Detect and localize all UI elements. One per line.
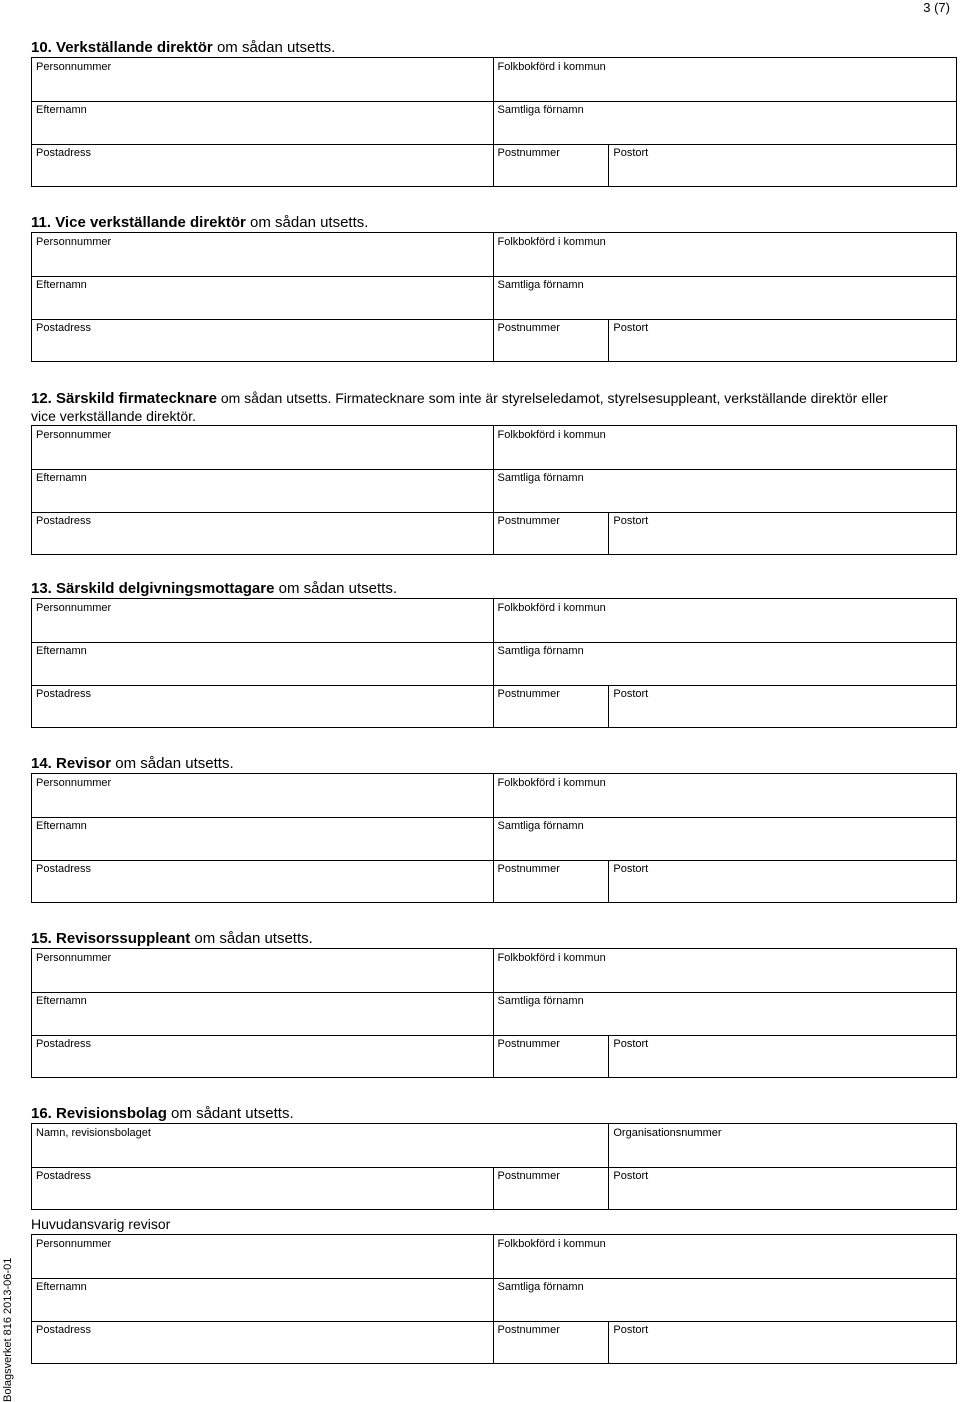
- postort-field[interactable]: Postort: [609, 512, 957, 555]
- person-form: [31, 598, 957, 728]
- efternamn-field[interactable]: Efternamn: [32, 992, 494, 1036]
- postadress-field[interactable]: Postadress: [32, 1035, 494, 1078]
- form-code-label: Bolagsverket 816 2013-06-01: [2, 1257, 14, 1402]
- organisationsnummer-field[interactable]: Organisationsnummer: [609, 1124, 957, 1168]
- fornamn-field[interactable]: Samtliga förnamn: [494, 1278, 958, 1322]
- section-title: 16. Revisionsbolag om sådant utsetts.: [31, 1105, 294, 1122]
- postort-field[interactable]: Postort: [609, 860, 957, 903]
- postadress-field[interactable]: Postadress: [32, 1321, 494, 1364]
- fornamn-field[interactable]: Samtliga förnamn: [494, 276, 958, 320]
- postnummer-field[interactable]: Postnummer: [494, 319, 610, 362]
- folkbokford-field[interactable]: Folkbokförd i kommun: [494, 58, 958, 102]
- section-title: 13. Särskild delgivningsmottagare om sådan utsetts.: [31, 580, 398, 597]
- postnummer-field[interactable]: Postnummer: [494, 1321, 610, 1364]
- postnummer-field[interactable]: Postnummer: [494, 685, 610, 728]
- postort-field[interactable]: Postort: [609, 144, 957, 187]
- personnummer-field[interactable]: Personnummer: [32, 774, 494, 818]
- efternamn-field[interactable]: Efternamn: [32, 101, 494, 145]
- section-15: [31, 930, 957, 1078]
- efternamn-field[interactable]: Efternamn: [32, 276, 494, 320]
- postnummer-field[interactable]: Postnummer: [494, 860, 610, 903]
- section-13: [31, 580, 957, 728]
- section-title: 12. Särskild firmatecknare om sådan utsetts. Firmatecknare som inte är styrelseledamot, styrelsesuppleant, verkställande direktör eller: [31, 390, 888, 407]
- folkbokford-field[interactable]: Folkbokförd i kommun: [494, 599, 958, 643]
- namn-revisionsbolaget-field[interactable]: Namn, revisionsbolaget: [32, 1124, 609, 1168]
- personnummer-field[interactable]: Personnummer: [32, 233, 494, 277]
- person-form: [31, 232, 957, 362]
- section-14: [31, 755, 957, 903]
- postadress-field[interactable]: Postadress: [32, 685, 494, 728]
- personnummer-field[interactable]: Personnummer: [32, 58, 494, 102]
- person-form: [31, 57, 957, 187]
- efternamn-field[interactable]: Efternamn: [32, 642, 494, 686]
- postadress-field[interactable]: Postadress: [32, 319, 494, 362]
- person-form: [31, 425, 957, 555]
- postnummer-field[interactable]: Postnummer: [494, 1167, 610, 1210]
- page-number: 3 (7): [923, 0, 950, 15]
- section-title: 15. Revisorssuppleant om sådan utsetts.: [31, 930, 313, 947]
- section-12: [31, 389, 957, 555]
- folkbokford-field[interactable]: Folkbokförd i kommun: [494, 426, 958, 470]
- efternamn-field[interactable]: Efternamn: [32, 469, 494, 513]
- folkbokford-field[interactable]: Folkbokförd i kommun: [494, 949, 958, 993]
- fornamn-field[interactable]: Samtliga förnamn: [494, 101, 958, 145]
- section-10: [31, 39, 957, 187]
- efternamn-field[interactable]: Efternamn: [32, 817, 494, 861]
- person-form: [31, 773, 957, 903]
- personnummer-field[interactable]: Personnummer: [32, 426, 494, 470]
- folkbokford-field[interactable]: Folkbokförd i kommun: [494, 1235, 958, 1279]
- person-form: [31, 1234, 957, 1364]
- fornamn-field[interactable]: Samtliga förnamn: [494, 642, 958, 686]
- personnummer-field[interactable]: Personnummer: [32, 599, 494, 643]
- section-11: [31, 214, 957, 362]
- company-form: [31, 1123, 957, 1210]
- fornamn-field[interactable]: Samtliga förnamn: [494, 469, 958, 513]
- postnummer-field[interactable]: Postnummer: [494, 512, 610, 555]
- section-16: [31, 1105, 957, 1364]
- postort-field[interactable]: Postort: [609, 1321, 957, 1364]
- section-title: 14. Revisor om sådan utsetts.: [31, 755, 234, 772]
- postort-field[interactable]: Postort: [609, 685, 957, 728]
- personnummer-field[interactable]: Personnummer: [32, 949, 494, 993]
- fornamn-field[interactable]: Samtliga förnamn: [494, 817, 958, 861]
- postadress-field[interactable]: Postadress: [32, 144, 494, 187]
- section-title: 10. Verkställande direktör om sådan utsetts.: [31, 39, 336, 56]
- section-description: vice verkställande direktör.: [31, 408, 196, 424]
- efternamn-field[interactable]: Efternamn: [32, 1278, 494, 1322]
- postnummer-field[interactable]: Postnummer: [494, 1035, 610, 1078]
- folkbokford-field[interactable]: Folkbokförd i kommun: [494, 774, 958, 818]
- folkbokford-field[interactable]: Folkbokförd i kommun: [494, 233, 958, 277]
- person-form: [31, 948, 957, 1078]
- section-title: 11. Vice verkställande direktör om sådan utsetts.: [31, 214, 369, 231]
- fornamn-field[interactable]: Samtliga förnamn: [494, 992, 958, 1036]
- postort-field[interactable]: Postort: [609, 1035, 957, 1078]
- postort-field[interactable]: Postort: [609, 1167, 957, 1210]
- postort-field[interactable]: Postort: [609, 319, 957, 362]
- postadress-field[interactable]: Postadress: [32, 860, 494, 903]
- postadress-field[interactable]: Postadress: [32, 512, 494, 555]
- postnummer-field[interactable]: Postnummer: [494, 144, 610, 187]
- personnummer-field[interactable]: Personnummer: [32, 1235, 494, 1279]
- postadress-field[interactable]: Postadress: [32, 1167, 494, 1210]
- subheading: Huvudansvarig revisor: [31, 1216, 171, 1232]
